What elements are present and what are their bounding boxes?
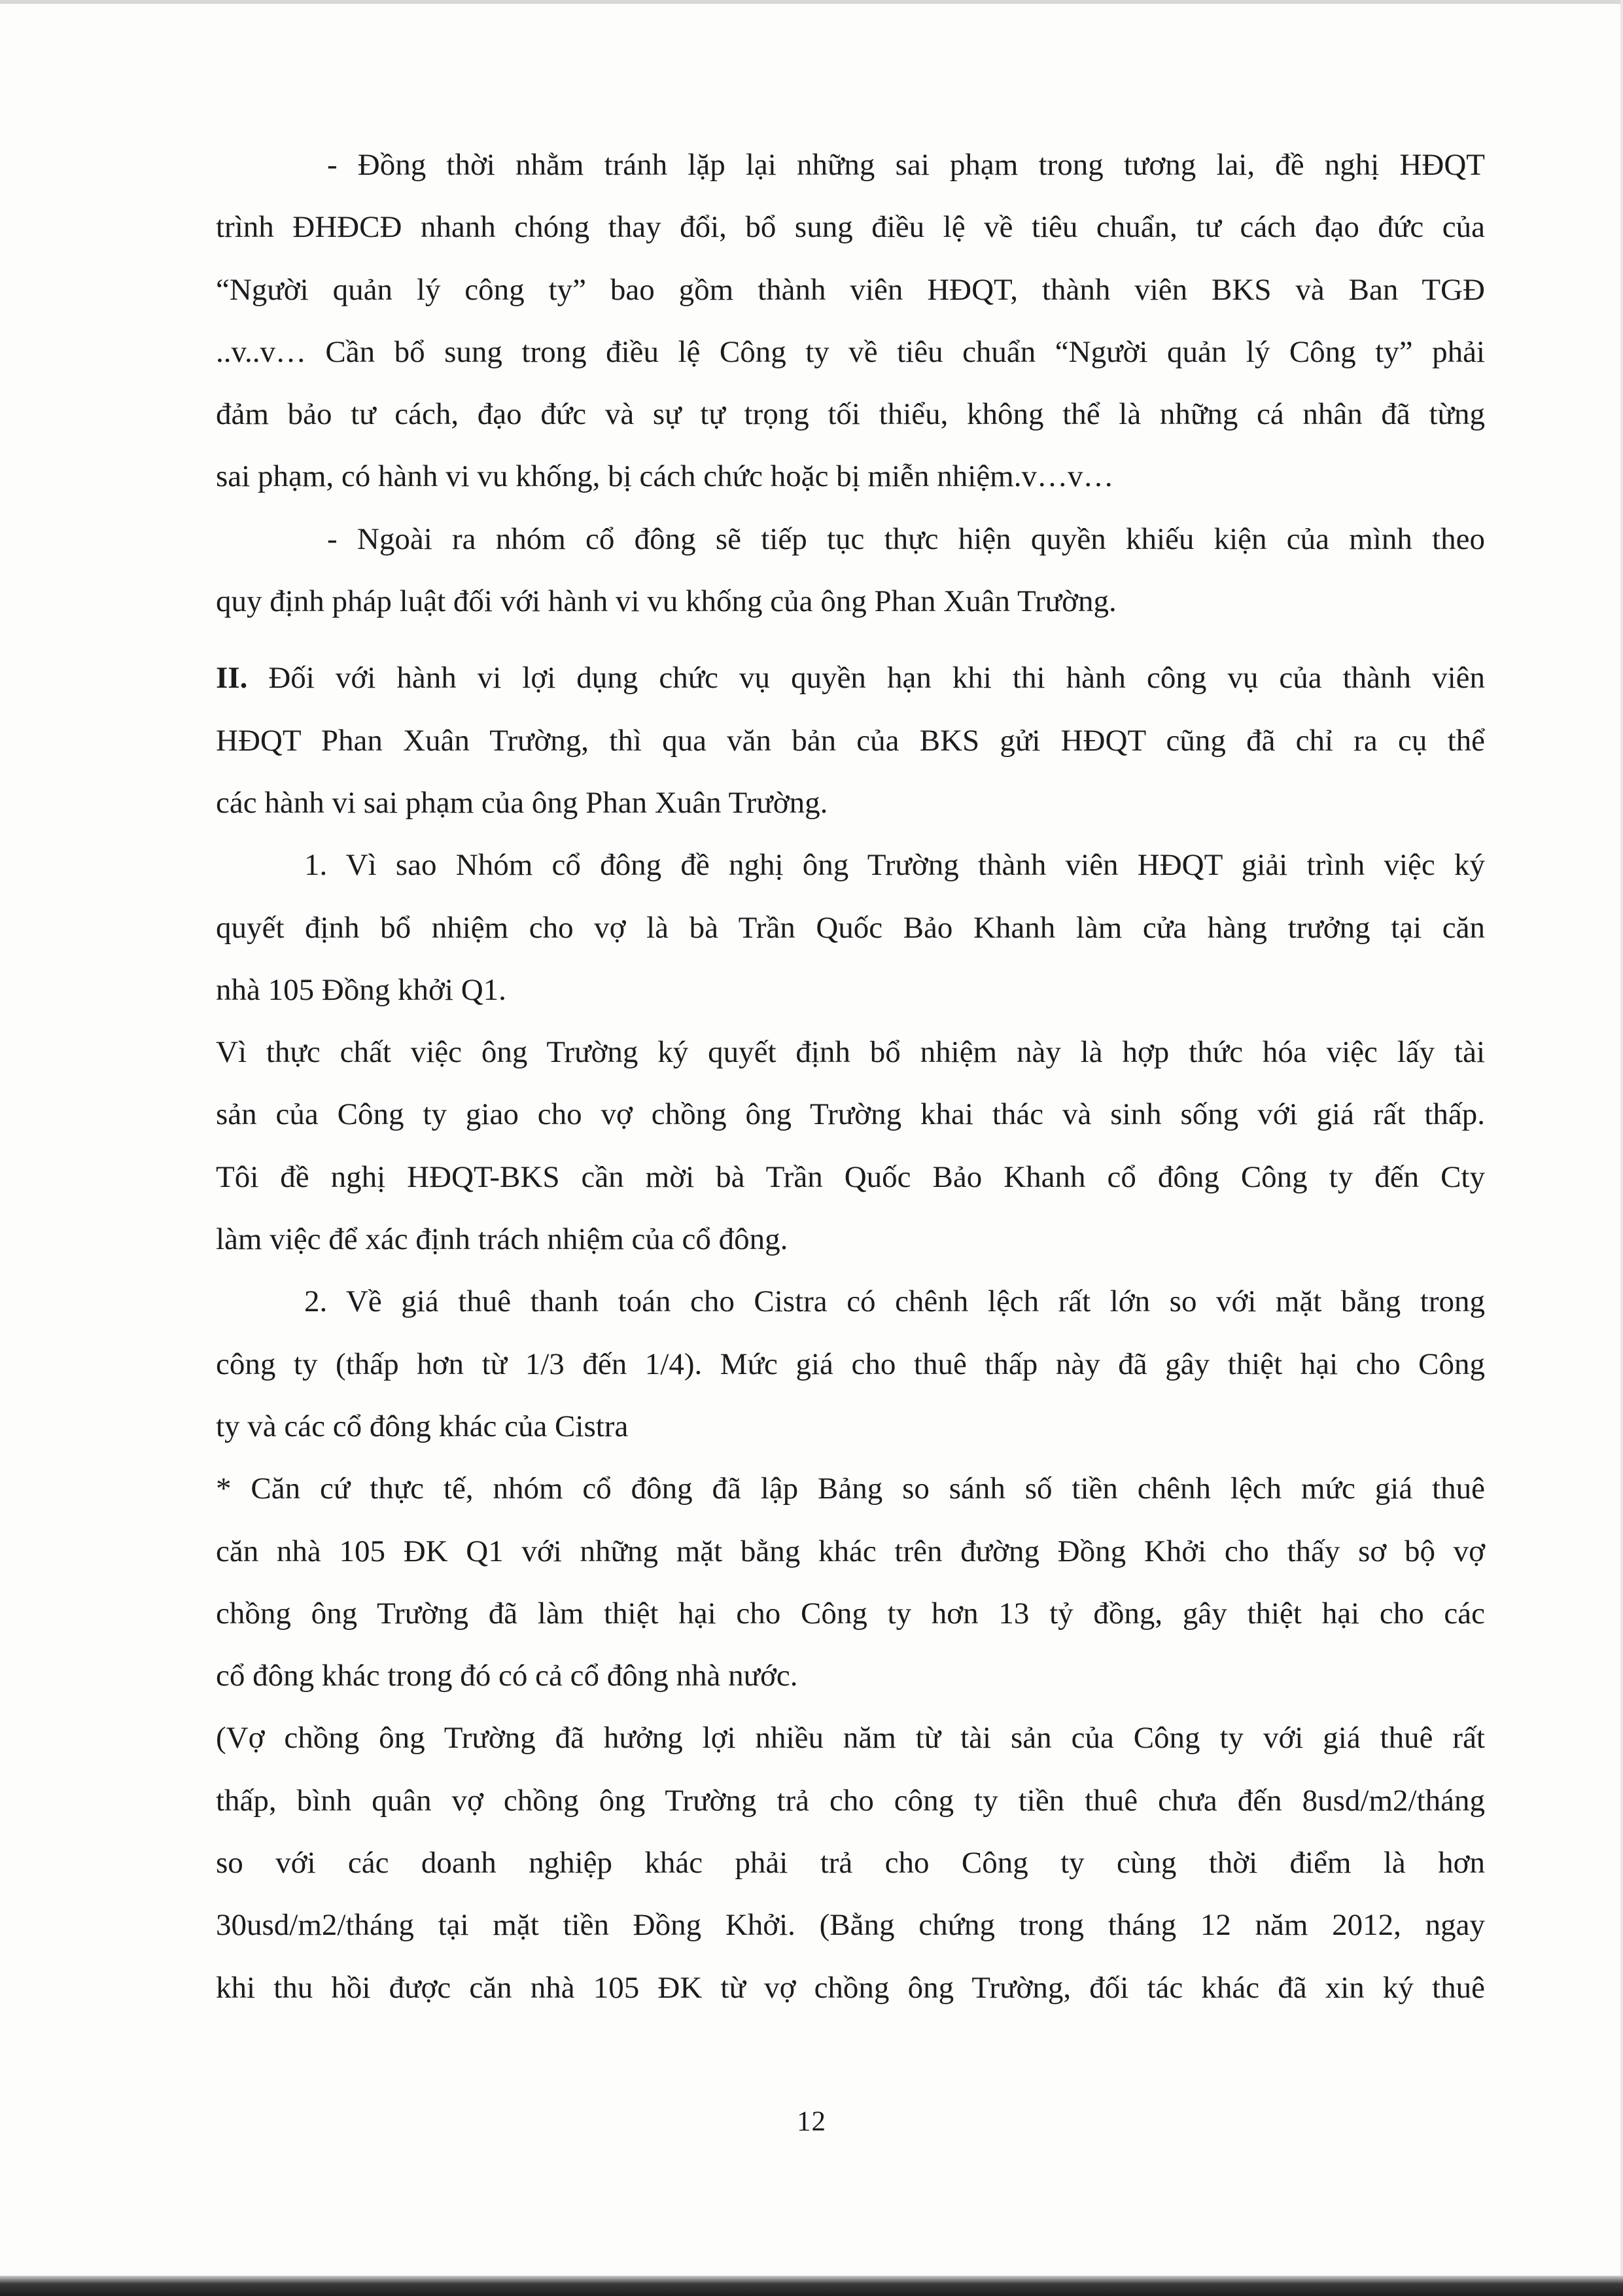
text-line: sản của Công ty giao cho vợ chồng ông Trường khai thác và sinh sống với giá rất thấp. xyxy=(216,1097,1485,1132)
text-line: các hành vi sai phạm của ông Phan Xuân Trường. xyxy=(216,785,828,820)
text-line: 2. Về giá thuê thanh toán cho Cistra có chênh lệch rất lớn so với mặt bằng trong xyxy=(304,1284,1485,1319)
text-line: 30usd/m2/tháng tại mặt tiền Đồng Khởi. (Bằng chứng trong tháng 12 năm 2012, ngay xyxy=(216,1908,1485,1943)
text-line: - Đồng thời nhằm tránh lặp lại những sai phạm trong tương lai, đề nghị HĐQT xyxy=(327,148,1485,182)
text-line: (Vợ chồng ông Trường đã hưởng lợi nhiều năm từ tài sản của Công ty với giá thuê rất xyxy=(216,1721,1485,1756)
text-line: HĐQT Phan Xuân Trường, thì qua văn bản của BKS gửi HĐQT cũng đã chỉ ra cụ thể xyxy=(216,723,1485,758)
text-line: * Căn cứ thực tế, nhóm cổ đông đã lập Bảng so sánh số tiền chênh lệch mức giá thuê xyxy=(216,1472,1485,1506)
text-line: thấp, bình quân vợ chồng ông Trường trả cho công ty tiền thuê chưa đến 8usd/m2/tháng xyxy=(216,1783,1485,1818)
text-line: căn nhà 105 ĐK Q1 với những mặt bằng khác trên đường Đồng Khởi cho thấy sơ bộ vợ xyxy=(216,1534,1485,1568)
text-line: làm việc để xác định trách nhiệm của cổ đông. xyxy=(216,1222,788,1257)
paragraph-rent-evidence xyxy=(216,1707,1485,2019)
paragraph-explanation xyxy=(216,1021,1485,1271)
paragraph-item-1 xyxy=(216,834,1485,1021)
section-heading-line xyxy=(216,647,1485,709)
text-line: Đối với hành vi lợi dụng chức vụ quyền hạn khi thi hành công vụ của thành viên xyxy=(247,661,1485,696)
text-line: - Ngoài ra nhóm cổ đông sẽ tiếp tục thực hiện quyền khiếu kiện của mình theo xyxy=(327,521,1485,556)
paragraph-amend-charter xyxy=(216,134,1485,508)
text-line: Tôi đề nghị HĐQT-BKS cần mời bà Trần Quốc Bảo Khanh cổ đông Công ty đến Cty xyxy=(216,1159,1485,1194)
text-line: ..v..v… Cần bổ sung trong điều lệ Công ty về tiêu chuẩn “Người quản lý Công ty” phải xyxy=(216,334,1485,369)
text-line: “Người quản lý công ty” bao gồm thành viên HĐQT, thành viên BKS và Ban TGĐ xyxy=(216,272,1485,307)
section-ii xyxy=(216,647,1485,834)
scan-edge-top xyxy=(0,0,1623,4)
text-line: Vì thực chất việc ông Trường ký quyết định bổ nhiệm này là hợp thức hóa việc lấy tài xyxy=(216,1035,1485,1070)
text-line: nhà 105 Đồng khởi Q1. xyxy=(216,972,506,1007)
scan-edge-bottom xyxy=(0,2276,1623,2296)
text-line: quyết định bổ nhiệm cho vợ là bà Trần Quốc Bảo Khanh làm cửa hàng trưởng tại căn xyxy=(216,910,1485,945)
text-line: đảm bảo tư cách, đạo đức và sự tự trọng tối thiểu, không thể là những cá nhân đã từng xyxy=(216,397,1485,432)
text-line: trình ĐHĐCĐ nhanh chóng thay đổi, bổ sung điều lệ về tiêu chuẩn, tư cách đạo đức của xyxy=(216,210,1485,245)
paragraph-item-2 xyxy=(216,1271,1485,1458)
document-body xyxy=(216,134,1485,2019)
text-line: so với các doanh nghiệp khác phải trả cho Công ty cùng thời điểm là hơn xyxy=(216,1846,1485,1881)
page-number: 12 xyxy=(797,2106,826,2137)
paragraph-comparison xyxy=(216,1458,1485,1707)
text-line: quy định pháp luật đối với hành vi vu khống của ông Phan Xuân Trường. xyxy=(216,584,1117,619)
text-line: cổ đông khác trong đó có cả cổ đông nhà nước. xyxy=(216,1659,798,1693)
text-line: ty và các cổ đông khác của Cistra xyxy=(216,1409,629,1443)
text-line: sai phạm, có hành vi vu khống, bị cách chức hoặc bị miễn nhiệm.v…v… xyxy=(216,459,1114,494)
section-roman-numeral: II. xyxy=(216,661,248,696)
paragraph-lawsuit xyxy=(216,508,1485,633)
scan-edge-right xyxy=(1620,0,1623,2277)
text-line: 1. Vì sao Nhóm cổ đông đề nghị ông Trường thành viên HĐQT giải trình việc ký xyxy=(304,848,1485,883)
text-line: chồng ông Trường đã làm thiệt hại cho Công ty hơn 13 tỷ đồng, gây thiệt hại cho các xyxy=(216,1596,1485,1631)
text-line: công ty (thấp hơn từ 1/3 đến 1/4). Mức giá cho thuê thấp này đã gây thiệt hại cho Công xyxy=(216,1347,1485,1381)
text-line: khi thu hồi được căn nhà 105 ĐK từ vợ chồng ông Trường, đối tác khác đã xin ký thuê xyxy=(216,1970,1485,2005)
